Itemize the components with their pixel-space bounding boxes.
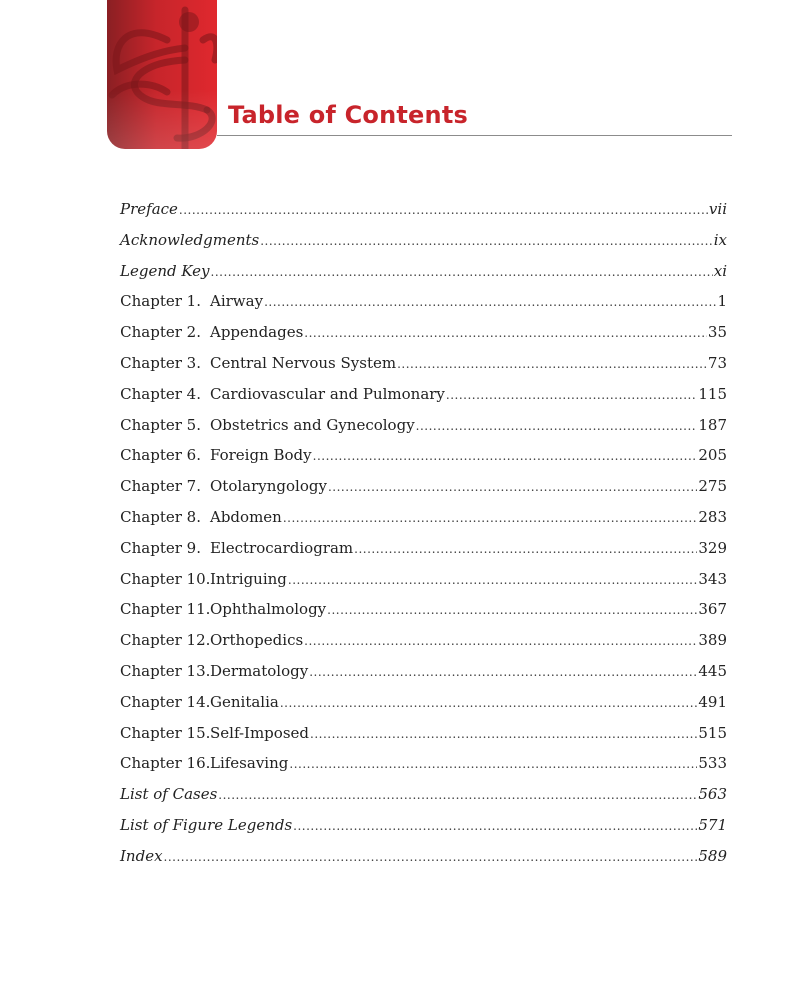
- chapter-number: Chapter 3.: [120, 353, 201, 372]
- page-title: Table of Contents: [228, 101, 468, 129]
- chapter-page: 187: [698, 415, 727, 434]
- leader-dots: [328, 477, 697, 495]
- chapter-title: Dermatology: [210, 661, 309, 680]
- toc-entry-acknowledgments[interactable]: [120, 231, 727, 262]
- chapter-page: 367: [698, 600, 727, 619]
- toc-entry-page: xi: [713, 261, 727, 280]
- toc-chapter-14[interactable]: [120, 693, 727, 724]
- chapter-number: Chapter 13.: [120, 661, 211, 680]
- toc-chapter-12[interactable]: [120, 631, 727, 662]
- leader-dots: [304, 631, 697, 649]
- toc-chapter-7[interactable]: [120, 477, 727, 508]
- chapter-page: 275: [698, 477, 727, 496]
- toc-chapter-13[interactable]: [120, 662, 727, 693]
- chapter-page: 491: [698, 692, 727, 711]
- chapter-number: Chapter 8.: [120, 507, 201, 526]
- chapter-number: Chapter 5.: [120, 415, 201, 434]
- leader-dots: [309, 662, 697, 680]
- chapter-page: 389: [698, 631, 727, 650]
- chapter-page: 205: [698, 446, 727, 465]
- chapter-page: 515: [698, 723, 727, 742]
- chapter-page: 1: [717, 292, 727, 311]
- leader-dots: [218, 785, 697, 803]
- chapter-title: Ophthalmology: [210, 600, 327, 619]
- chapter-title: Self-Imposed: [210, 723, 309, 742]
- chapter-title: Intriguing: [210, 569, 287, 588]
- chapter-number: Chapter 15.: [120, 723, 211, 742]
- toc-entry-label: Preface: [120, 200, 178, 218]
- toc-entry-label: List of Cases: [120, 785, 218, 804]
- toc-entry-label: Acknowledgments: [120, 230, 260, 249]
- chapter-number: Chapter 10.: [120, 569, 211, 588]
- chapter-page: 533: [698, 754, 727, 773]
- chapter-title: Lifesaving: [210, 754, 289, 773]
- leader-dots: [283, 508, 698, 526]
- chapter-page: 73: [707, 353, 727, 372]
- title-divider: [217, 135, 732, 136]
- chapter-title: Central Nervous System: [210, 353, 397, 372]
- chapter-page: 445: [698, 661, 727, 680]
- chapter-page: 343: [698, 569, 727, 588]
- header-logo-block: [107, 0, 217, 149]
- toc-entry-legend-key[interactable]: [120, 262, 727, 293]
- leader-dots: [313, 446, 698, 464]
- leader-dots: [164, 847, 698, 865]
- leader-dots: [288, 570, 697, 588]
- toc-chapter-10[interactable]: [120, 570, 727, 601]
- leader-dots: [354, 539, 697, 557]
- leader-dots: [264, 292, 716, 310]
- chapter-page: 115: [698, 384, 727, 403]
- chapter-title: Abdomen: [210, 507, 282, 526]
- toc-chapter-15[interactable]: [120, 724, 727, 755]
- toc-entry-list-of-figure-legends[interactable]: [120, 816, 727, 847]
- chapter-number: Chapter 12.: [120, 631, 211, 650]
- chapter-number: Chapter 16.: [120, 754, 211, 773]
- leader-dots: [416, 416, 698, 434]
- toc-chapter-3[interactable]: [120, 354, 727, 385]
- toc-chapter-6[interactable]: [120, 446, 727, 477]
- leader-dots: [289, 754, 697, 772]
- chapter-title: Orthopedics: [210, 631, 304, 650]
- chapter-number: Chapter 4.: [120, 384, 201, 403]
- leader-dots: [327, 600, 697, 618]
- chapter-title: Electrocardiogram: [210, 538, 354, 557]
- chapter-page: 329: [698, 538, 727, 557]
- chapter-number: Chapter 14.: [120, 692, 211, 711]
- chapter-title: Otolaryngology: [210, 477, 327, 496]
- chapter-number: Chapter 6.: [120, 446, 201, 465]
- leader-dots: [293, 816, 697, 834]
- table-of-contents: [120, 200, 727, 878]
- toc-entry-page: 589: [698, 846, 727, 865]
- chapter-title: Obstetrics and Gynecology: [210, 415, 415, 434]
- leader-dots: [260, 231, 713, 249]
- toc-chapter-5[interactable]: [120, 416, 727, 447]
- leader-dots: [211, 262, 713, 280]
- toc-entry-page: 563: [698, 785, 727, 804]
- leader-dots: [397, 354, 707, 372]
- toc-entry-label: List of Figure Legends: [120, 815, 293, 834]
- toc-chapter-8[interactable]: [120, 508, 727, 539]
- toc-chapter-4[interactable]: [120, 385, 727, 416]
- toc-entry-label: Index: [120, 846, 163, 865]
- toc-chapter-1[interactable]: [120, 292, 727, 323]
- chapter-title: Airway: [210, 292, 264, 311]
- chapter-title: Foreign Body: [210, 446, 312, 465]
- toc-entry-preface[interactable]: [120, 200, 727, 231]
- toc-chapter-16[interactable]: [120, 754, 727, 785]
- leader-dots: [179, 200, 708, 218]
- toc-entry-list-of-cases[interactable]: [120, 785, 727, 816]
- chapter-number: Chapter 7.: [120, 477, 201, 496]
- chapter-number: Chapter 2.: [120, 323, 201, 342]
- chapter-title: Genitalia: [210, 692, 279, 711]
- leader-dots: [304, 323, 707, 341]
- toc-entry-index[interactable]: [120, 847, 727, 878]
- chapter-title: Appendages: [210, 323, 304, 342]
- chapter-page: 35: [707, 323, 727, 342]
- chapter-number: Chapter 9.: [120, 538, 201, 557]
- toc-chapter-2[interactable]: [120, 323, 727, 354]
- chapter-number: Chapter 11.: [120, 600, 211, 619]
- toc-chapter-11[interactable]: [120, 600, 727, 631]
- toc-entry-page: vii: [708, 200, 727, 218]
- toc-entry-page: ix: [713, 230, 727, 249]
- leader-dots: [280, 693, 698, 711]
- toc-entry-page: 571: [698, 815, 727, 834]
- leader-dots: [310, 724, 697, 742]
- toc-entry-label: Legend Key: [120, 261, 210, 280]
- chapter-number: Chapter 1.: [120, 292, 201, 311]
- toc-chapter-9[interactable]: [120, 539, 727, 570]
- chapter-title: Cardiovascular and Pulmonary: [210, 384, 445, 403]
- caduceus-icon: [107, 0, 217, 149]
- chapter-page: 283: [698, 507, 727, 526]
- leader-dots: [446, 385, 697, 403]
